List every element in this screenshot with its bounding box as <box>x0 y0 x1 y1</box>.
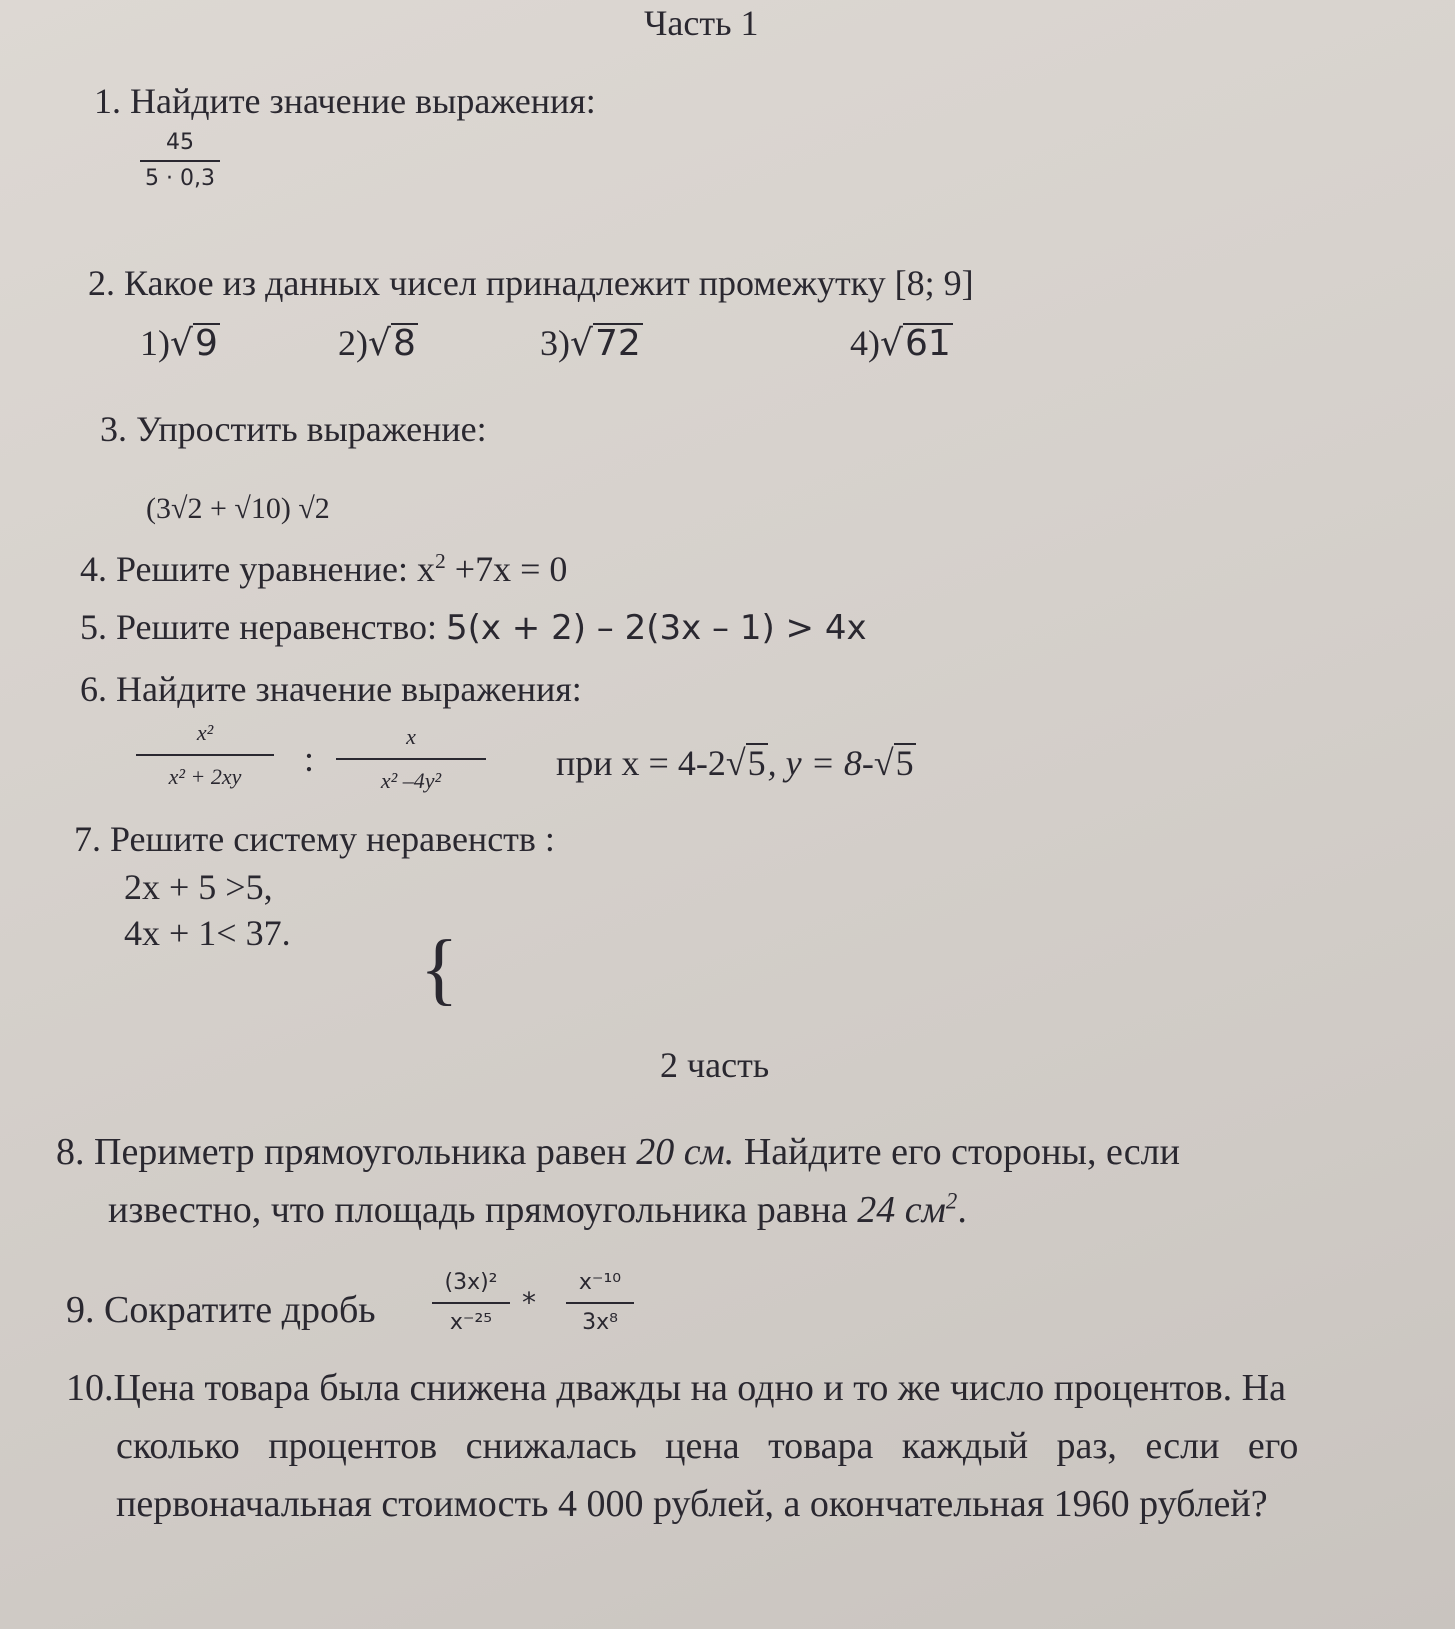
question-3-expression: (3√2 + √10) √2 <box>146 492 330 525</box>
fraction-numerator: 45 <box>166 130 194 155</box>
question-10-line-2: сколько процентов снижалась цена товара каждый раз, если его <box>116 1425 1299 1467</box>
radicand: 9 <box>194 323 218 364</box>
question-1-fraction <box>140 132 220 190</box>
q8-perimeter-value: 20 см. <box>636 1131 735 1173</box>
condition-middle: , y = 8- <box>767 743 874 783</box>
q8-area-value: 24 см <box>857 1189 946 1231</box>
fraction-bar <box>336 758 486 760</box>
question-2-option-2 <box>338 322 418 364</box>
question-7-line-1: 2x + 5 >5, <box>124 867 273 907</box>
radicand: 61 <box>904 323 951 364</box>
question-4-text <box>80 548 567 590</box>
question-2-option-3 <box>540 322 643 364</box>
question-2-option-1 <box>140 322 220 364</box>
question-1-text: 1. Найдите значение выражения: <box>94 81 596 121</box>
system-brace: { <box>420 925 459 1013</box>
radicand: 5 <box>895 743 914 783</box>
question-9-fraction-1 <box>432 1272 510 1334</box>
q8-line2-end: . <box>957 1189 967 1231</box>
question-10-line-3: первоначальная стоимость 4 000 рублей, а окончательная 1960 рублей? <box>116 1483 1268 1525</box>
question-7-line-2: 4x + 1< 37. <box>124 913 291 953</box>
option-label: 4) <box>850 323 880 363</box>
question-6-condition <box>556 742 916 784</box>
q8-line1-start: 8. Периметр прямоугольника равен <box>56 1131 637 1173</box>
fraction-bar <box>566 1302 634 1304</box>
exponent: 2 <box>945 1188 958 1214</box>
fraction-bar <box>432 1302 510 1304</box>
radicand: 72 <box>594 323 641 364</box>
question-4-rest: +7x = 0 <box>445 549 568 589</box>
question-6-fraction-1 <box>136 722 274 788</box>
fraction-denominator: 3x⁸ <box>582 1310 618 1335</box>
question-5-prefix: 5. Решите неравенство: <box>80 607 437 647</box>
sqrt-expression: √72 <box>570 323 641 364</box>
q8-line2-start: известно, что площадь прямоугольника равна <box>108 1189 858 1231</box>
question-3-text: 3. Упростить выражение: <box>100 409 487 449</box>
question-2-text: 2. Какое из данных чисел принадлежит промежутку [8; 9] <box>88 263 974 303</box>
fraction-numerator: (3x)² <box>444 1270 498 1295</box>
question-9-fraction-2 <box>566 1272 634 1334</box>
fraction-denominator: 5 · 0,3 <box>145 166 215 191</box>
option-label: 2) <box>338 323 368 363</box>
question-10-line-1: 10.Цена товара была снижена дважды на одно и то же число процентов. На <box>66 1367 1286 1409</box>
question-9-multiply-sign: * <box>522 1286 536 1319</box>
fraction-bar <box>136 754 274 756</box>
fraction-denominator: x² + 2xy <box>168 764 242 789</box>
question-2-option-4 <box>850 322 953 364</box>
condition-prefix: при x = 4-2 <box>556 743 726 783</box>
question-8-line-1 <box>56 1130 1180 1174</box>
fraction-numerator: x⁻¹⁰ <box>578 1270 622 1295</box>
option-label: 3) <box>540 323 570 363</box>
radicand: 5 <box>747 743 766 783</box>
question-6-fraction-2 <box>336 726 486 792</box>
question-4-prefix: 4. Решите уравнение: x <box>80 549 435 589</box>
fraction-numerator: x² <box>196 720 214 745</box>
fraction-bar <box>140 160 220 162</box>
q8-line1-end: Найдите его стороны, если <box>734 1131 1180 1173</box>
question-9-text: 9. Сократите дробь <box>66 1289 376 1331</box>
part1-heading: Часть 1 <box>644 3 759 43</box>
sqrt-expression: √9 <box>170 323 218 364</box>
fraction-numerator: x <box>406 724 416 749</box>
question-7-text: 7. Решите систему неравенств : <box>74 819 555 859</box>
question-8-line-2 <box>108 1188 967 1232</box>
sqrt-expression: √61 <box>880 323 951 364</box>
question-6-text: 6. Найдите значение выражения: <box>80 669 582 709</box>
question-6-division-sign: : <box>304 739 315 779</box>
fraction-denominator: x² –4y² <box>380 768 442 793</box>
sqrt-expression: √8 <box>368 323 416 364</box>
radicand: 8 <box>392 323 416 364</box>
part2-heading: 2 часть <box>660 1045 770 1085</box>
sqrt-expression: √5 <box>873 743 914 783</box>
question-5-text <box>80 606 867 648</box>
fraction-denominator: x⁻²⁵ <box>449 1310 493 1335</box>
question-5-inequality: 5(x + 2) – 2(3x – 1) > 4x <box>445 608 867 648</box>
exponent: 2 <box>434 549 446 573</box>
sqrt-expression: √5 <box>725 743 766 783</box>
option-label: 1) <box>140 323 170 363</box>
